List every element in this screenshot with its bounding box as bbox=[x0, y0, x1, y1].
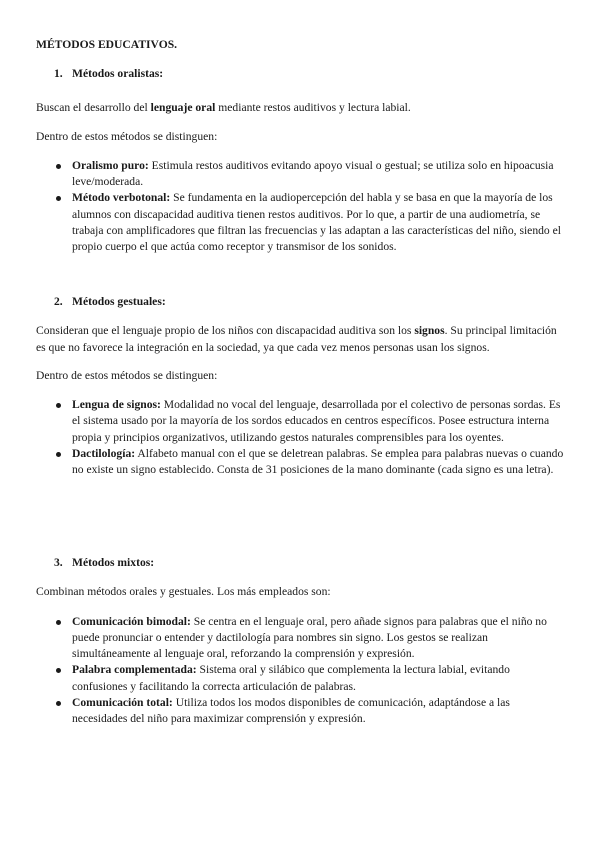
section-number: 1. bbox=[54, 67, 63, 80]
item-term: Comunicación bimodal: bbox=[72, 614, 191, 628]
section-intro: Combinan métodos orales y gestuales. Los más empleados son: bbox=[36, 585, 331, 599]
item-text: Sistema oral y silábico que complementa la lectura labial, evitando confusiones y facilitando la correcta articulación de palabras. bbox=[72, 663, 510, 693]
list-item bbox=[36, 662, 566, 695]
section-intro: Buscan el desarrollo del lenguaje oral mediante restos auditivos y lectura labial. bbox=[36, 101, 411, 115]
document-title: MÉTODOS EDUCATIVOS. bbox=[36, 38, 178, 51]
bullet-icon bbox=[56, 701, 61, 706]
item-text: Modalidad no vocal del lenguaje, desarrollada por el colectivo de personas sordas. Es el sistema usado por la mayoría de los sordos educados en centros específicos. Posee estructura interna propia y principios organizativos, utilizando gestos naturales comprensibles para los oyentes. bbox=[72, 398, 561, 444]
section-number: 3. bbox=[54, 556, 63, 569]
section-intro: Consideran que el lenguaje propio de los niños con discapacidad auditiva son los signos. Su principal limitación es que no favorece la integración en la sociedad, ya que cada vez menos personas usan los signos. bbox=[36, 324, 557, 354]
section-title: Métodos gestuales: bbox=[72, 295, 166, 308]
bullet-icon bbox=[56, 452, 61, 457]
item-text: Estimula restos auditivos evitando apoyo visual o gestual; se utiliza solo en hipoacusia leve/moderada. bbox=[72, 158, 554, 189]
item-term: Oralismo puro: bbox=[72, 158, 149, 172]
item-text: Se fundamenta en la audiopercepción del habla y se basa en que la mayoría de los alumnos con discapacidad auditiva tienen restos auditivos. Por lo que, a partir de una audiometría, se trabaja con amplificadores que filtran las frecuencias y las adaptan a las características del niño, siendo el propio cuerpo el que actúa como receptor y transmisor de los sonidos. bbox=[72, 191, 561, 254]
bullet-icon bbox=[56, 668, 61, 673]
section-mixtos bbox=[36, 555, 566, 728]
section-number: 2. bbox=[54, 295, 63, 308]
bullet-icon bbox=[56, 164, 61, 169]
bullet-icon bbox=[56, 403, 61, 408]
list-item bbox=[36, 397, 566, 446]
bullet-list bbox=[36, 614, 566, 728]
item-term: Dactilología: bbox=[72, 447, 136, 461]
bullet-list bbox=[36, 158, 566, 256]
item-term: Lengua de signos: bbox=[72, 398, 161, 412]
bullet-icon bbox=[56, 196, 61, 201]
item-term: Palabra complementada: bbox=[72, 663, 197, 677]
section-heading bbox=[36, 555, 566, 571]
section-title: Métodos oralistas: bbox=[72, 67, 164, 80]
distinguish-text: Dentro de estos métodos se distinguen: bbox=[36, 368, 218, 382]
list-item bbox=[36, 614, 566, 663]
section-gestuales bbox=[36, 294, 566, 479]
item-text: Alfabeto manual con el que se deletrean palabras. Se emplea para palabras nuevas o cuando no existe un signo establecido. Consta de 31 posiciones de la mano dominante (cada signo es una letra). bbox=[72, 447, 564, 477]
bold-term: lenguaje oral bbox=[150, 101, 216, 115]
section-heading bbox=[36, 294, 566, 310]
item-text: Utiliza todos los modos disponibles de comunicación, adaptándose a las necesidades del niño para maximizar comprensión y expresión. bbox=[72, 696, 510, 726]
item-text: Se centra en el lenguaje oral, pero añade signos para palabras que el niño no puede pronunciar o entender y dactilología para nombres sin signo. Los gestos se realizan simultáneamente al lenguaje oral, reforzando la comprensión y expresión. bbox=[72, 614, 547, 661]
item-term: Método verbotonal: bbox=[72, 191, 171, 205]
item-term: Comunicación total: bbox=[72, 696, 173, 710]
section-oralistas bbox=[36, 66, 566, 256]
section-title: Métodos mixtos: bbox=[72, 556, 155, 569]
bullet-list bbox=[36, 397, 566, 478]
list-item bbox=[36, 695, 566, 728]
distinguish-text: Dentro de estos métodos se distinguen: bbox=[36, 129, 218, 143]
section-heading bbox=[36, 66, 566, 82]
list-item bbox=[36, 158, 566, 191]
bullet-icon bbox=[56, 620, 61, 625]
list-item bbox=[36, 190, 566, 255]
list-item bbox=[36, 446, 566, 479]
bold-term: signos bbox=[414, 324, 445, 338]
